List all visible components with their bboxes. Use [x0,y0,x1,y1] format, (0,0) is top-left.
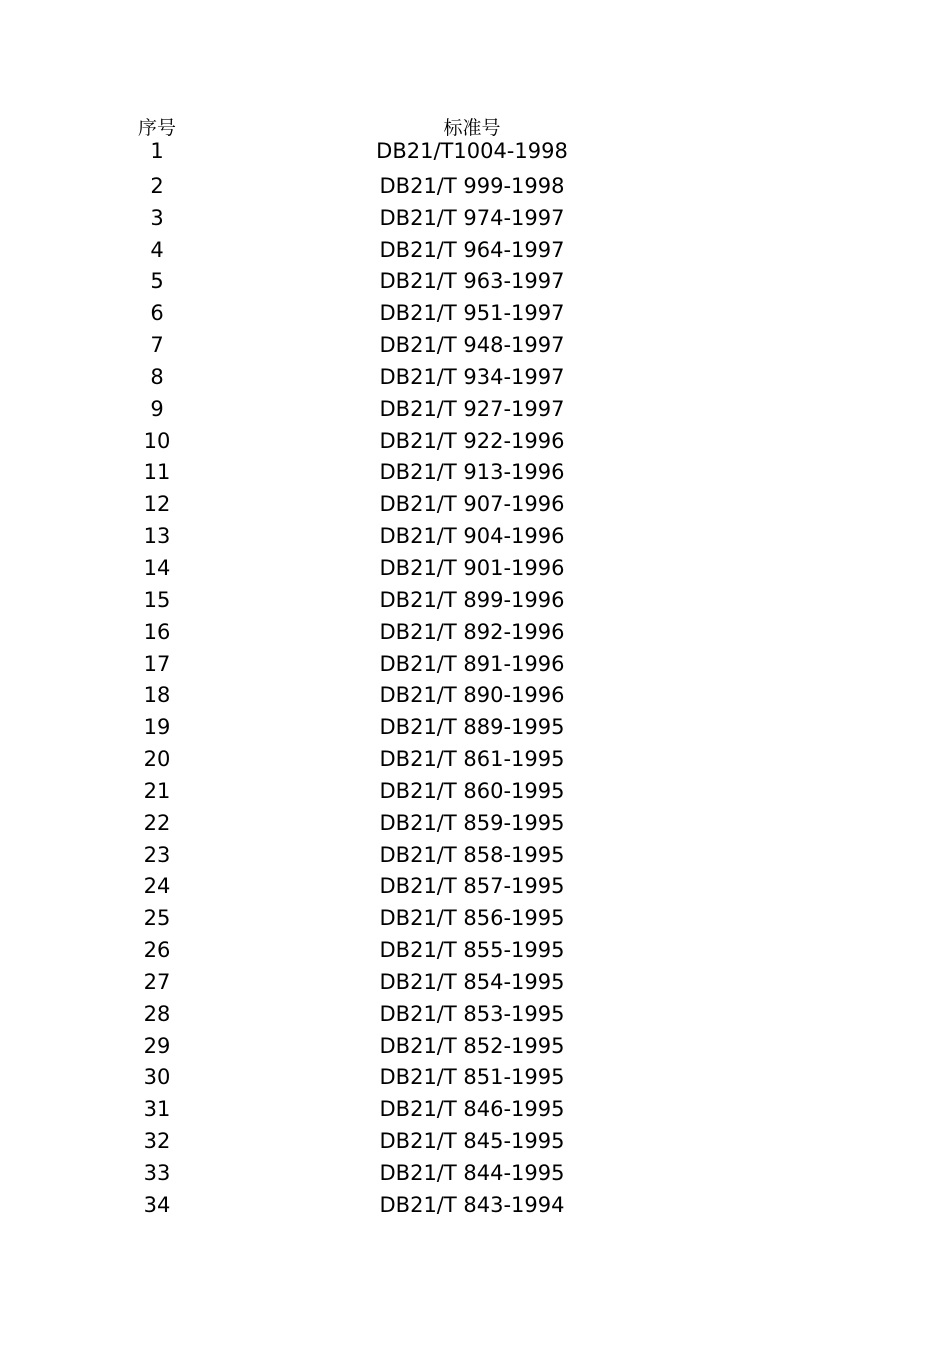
table-row [0,1189,950,1221]
row-standard: DB21/T 927-1997 [379,396,565,421]
row-standard: DB21/T 889-1995 [379,715,565,740]
row-standard: DB21/T 857-1995 [379,874,565,899]
row-seq: 12 [143,492,171,517]
row-seq: 14 [143,555,171,580]
table-row [0,1093,950,1125]
row-seq: 17 [143,651,171,676]
row-seq: 28 [143,1001,171,1026]
row-standard: DB21/T 854-1995 [379,969,565,994]
table-row [0,966,950,998]
row-seq: 2 [150,173,164,198]
table-body [0,138,950,1221]
row-seq: 26 [143,938,171,963]
row-standard: DB21/T 853-1995 [379,1001,565,1026]
table-row [0,329,950,361]
row-seq: 15 [143,587,171,612]
table-row [0,297,950,329]
row-standard: DB21/T1004-1998 [376,139,568,163]
row-seq: 10 [143,428,171,453]
table-row [0,711,950,743]
row-seq: 3 [150,205,164,230]
table-row [0,138,950,170]
row-standard: DB21/T 901-1996 [379,555,565,580]
table-row [0,1125,950,1157]
row-standard: DB21/T 934-1997 [379,364,565,389]
row-seq: 22 [143,810,171,835]
row-standard: DB21/T 855-1995 [379,938,565,963]
table-row [0,520,950,552]
row-seq: 29 [143,1033,171,1058]
row-standard: DB21/T 964-1997 [379,237,565,262]
row-standard: DB21/T 922-1996 [379,428,565,453]
row-seq: 11 [143,460,171,485]
row-standard: DB21/T 860-1995 [379,778,565,803]
row-seq: 4 [150,237,164,262]
table-row [0,743,950,775]
row-standard: DB21/T 861-1995 [379,747,565,772]
row-standard: DB21/T 845-1995 [379,1129,565,1154]
row-standard: DB21/T 948-1997 [379,333,565,358]
row-seq: 20 [143,747,171,772]
row-standard: DB21/T 974-1997 [379,205,565,230]
row-standard: DB21/T 846-1995 [379,1097,565,1122]
table-row [0,616,950,648]
row-standard: DB21/T 856-1995 [379,906,565,931]
row-seq: 30 [143,1065,171,1090]
table-row [0,648,950,680]
row-seq: 31 [143,1097,171,1122]
row-seq: 9 [150,396,164,421]
row-standard: DB21/T 999-1998 [379,173,565,198]
table-row [0,425,950,457]
table-row [0,1157,950,1189]
table-row [0,488,950,520]
row-standard: DB21/T 891-1996 [379,651,565,676]
row-standard: DB21/T 844-1995 [379,1161,565,1185]
row-seq: 7 [150,333,164,358]
row-seq: 16 [143,619,171,644]
row-standard: DB21/T 852-1995 [379,1033,565,1058]
row-seq: 33 [143,1161,171,1185]
row-seq: 8 [150,364,164,389]
row-standard: DB21/T 859-1995 [379,810,565,835]
row-standard: DB21/T 904-1996 [379,524,565,549]
row-seq: 24 [143,874,171,899]
row-standard: DB21/T 951-1997 [379,301,565,326]
row-seq: 5 [150,269,164,294]
table-row [0,234,950,266]
row-seq: 1 [150,139,164,163]
row-standard: DB21/T 890-1996 [379,683,565,708]
row-standard: DB21/T 913-1996 [379,460,565,485]
table-row [0,456,950,488]
row-standard: DB21/T 851-1995 [379,1065,565,1090]
row-seq: 21 [143,778,171,803]
row-standard: DB21/T 843-1994 [379,1192,565,1217]
row-seq: 32 [143,1129,171,1154]
header-seq: 序号 [137,117,176,139]
table-row [0,170,950,202]
table-row [0,393,950,425]
table-row [0,265,950,297]
row-standard: DB21/T 907-1996 [379,492,565,517]
table-row [0,775,950,807]
row-seq: 19 [143,715,171,740]
standards-table [0,112,950,1221]
row-seq: 34 [143,1192,171,1217]
row-seq: 25 [143,906,171,931]
table-row [0,552,950,584]
row-standard: DB21/T 899-1996 [379,587,565,612]
row-seq: 27 [143,969,171,994]
row-standard: DB21/T 963-1997 [379,269,565,294]
row-seq: 13 [143,524,171,549]
table-row [0,202,950,234]
row-seq: 23 [143,842,171,867]
table-row [0,1061,950,1093]
table-row [0,679,950,711]
table-row [0,998,950,1030]
table-row [0,1030,950,1062]
header-standard: 标准号 [443,117,501,139]
table-row [0,807,950,839]
table-row [0,584,950,616]
row-seq: 18 [143,683,171,708]
table-row [0,902,950,934]
table-row [0,870,950,902]
row-seq: 6 [150,301,164,326]
table-row [0,839,950,871]
row-standard: DB21/T 892-1996 [379,619,565,644]
table-row [0,361,950,393]
row-standard: DB21/T 858-1995 [379,842,565,867]
table-row [0,934,950,966]
